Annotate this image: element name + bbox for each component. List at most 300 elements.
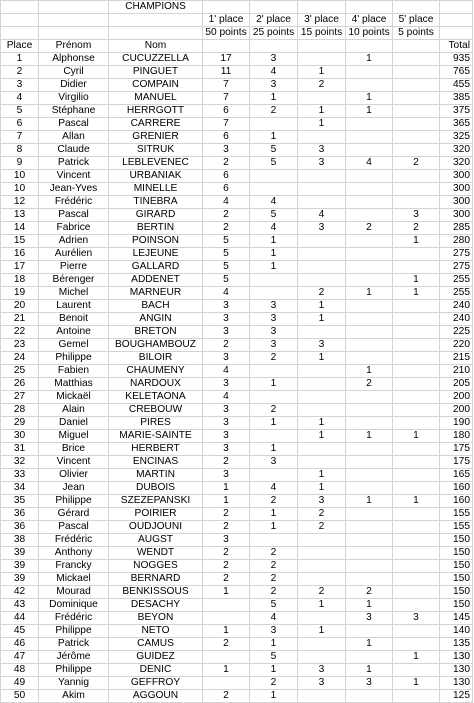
- cell-3rd: 1: [298, 66, 346, 79]
- cell-2nd: 5: [250, 651, 298, 664]
- cell-place: 47: [1, 651, 39, 664]
- cell-prenom: Virgilio: [39, 92, 109, 105]
- cell-4th: 1: [346, 430, 393, 443]
- cell-nom: KELETAONA: [109, 391, 203, 404]
- cell-4th: [346, 443, 393, 456]
- cell-total: 935: [440, 53, 473, 66]
- cell-nom: BENKISSOUS: [109, 586, 203, 599]
- cell-prenom: Aurélien: [39, 248, 109, 261]
- table-row: [1, 235, 473, 248]
- cell-4th: 1: [346, 365, 393, 378]
- table-row: [1, 209, 473, 222]
- cell-prenom: Philippe: [39, 664, 109, 677]
- cell-2nd: [250, 170, 298, 183]
- table-row: [1, 534, 473, 547]
- table-row: [1, 222, 473, 235]
- cell-2nd: 2: [250, 573, 298, 586]
- table-row: [1, 157, 473, 170]
- cell-prenom: Jérôme: [39, 651, 109, 664]
- cell-5th: [393, 664, 440, 677]
- cell-prenom: Olivier: [39, 469, 109, 482]
- cell-2nd: [250, 274, 298, 287]
- cell-2nd: 2: [250, 352, 298, 365]
- cell-3rd: 1: [298, 118, 346, 131]
- cell-total: 180: [440, 430, 473, 443]
- cell-1st: [203, 612, 250, 625]
- cell-4th: [346, 144, 393, 157]
- header-place-4: 4' place: [346, 14, 393, 27]
- cell-prenom: Gemel: [39, 339, 109, 352]
- title-row: [1, 1, 473, 14]
- cell-total: 150: [440, 599, 473, 612]
- cell-place: 13: [1, 209, 39, 222]
- cell-place: 25: [1, 365, 39, 378]
- table-row: [1, 287, 473, 300]
- table-row: [1, 300, 473, 313]
- cell-2nd: [250, 534, 298, 547]
- cell-3rd: [298, 235, 346, 248]
- cell-prenom: Stéphane: [39, 105, 109, 118]
- cell-prenom: Jean: [39, 482, 109, 495]
- cell-3rd: [298, 261, 346, 274]
- cell-nom: WENDT: [109, 547, 203, 560]
- cell-4th: 1: [346, 664, 393, 677]
- cell-nom: URBANIAK: [109, 170, 203, 183]
- cell-total: 205: [440, 378, 473, 391]
- header-place-2: 2' place: [250, 14, 298, 27]
- cell-2nd: 4: [250, 612, 298, 625]
- cell-2nd: 2: [250, 404, 298, 417]
- cell-4th: [346, 573, 393, 586]
- cell-prenom: Frédéric: [39, 612, 109, 625]
- cell-total: 375: [440, 105, 473, 118]
- cell-5th: [393, 118, 440, 131]
- cell-nom: MANUEL: [109, 92, 203, 105]
- cell-5th: [393, 79, 440, 92]
- cell-nom: NETO: [109, 625, 203, 638]
- cell-place: 12: [1, 196, 39, 209]
- cell-4th: [346, 248, 393, 261]
- cell-total: 135: [440, 638, 473, 651]
- table-row: [1, 274, 473, 287]
- cell-nom: LEBLEVENEC: [109, 157, 203, 170]
- cell-prenom: Patrick: [39, 638, 109, 651]
- cell-prenom: Cyril: [39, 66, 109, 79]
- cell-1st: 1: [203, 664, 250, 677]
- cell-place: 23: [1, 339, 39, 352]
- cell-nom: CAMUS: [109, 638, 203, 651]
- cell-prenom: Brice: [39, 443, 109, 456]
- cell-total: 200: [440, 404, 473, 417]
- cell-5th: 1: [393, 274, 440, 287]
- cell-4th: 1: [346, 53, 393, 66]
- cell-1st: 2: [203, 157, 250, 170]
- cell-4th: [346, 690, 393, 703]
- cell-nom: COMPAIN: [109, 79, 203, 92]
- cell-nom: AGGOUN: [109, 690, 203, 703]
- cell-1st: 2: [203, 508, 250, 521]
- cell-1st: 3: [203, 144, 250, 157]
- header-points-4: 10 points: [346, 27, 393, 40]
- cell-4th: 1: [346, 599, 393, 612]
- cell-5th: [393, 261, 440, 274]
- table-row: [1, 508, 473, 521]
- cell-1st: 6: [203, 170, 250, 183]
- cell-nom: CHAUMENY: [109, 365, 203, 378]
- cell-prenom: Vincent: [39, 456, 109, 469]
- column-header-prenom: Prénom: [39, 40, 109, 53]
- cell-place: 28: [1, 404, 39, 417]
- cell-total: 240: [440, 313, 473, 326]
- cell-5th: [393, 404, 440, 417]
- cell-3rd: 1: [298, 599, 346, 612]
- cell-prenom: Benoit: [39, 313, 109, 326]
- cell-4th: [346, 66, 393, 79]
- header-points-5: 5 points: [393, 27, 440, 40]
- cell-5th: [393, 170, 440, 183]
- cell-total: 155: [440, 508, 473, 521]
- cell-2nd: [250, 391, 298, 404]
- cell-5th: [393, 248, 440, 261]
- cell-1st: 3: [203, 300, 250, 313]
- table-row: [1, 92, 473, 105]
- cell-2nd: 1: [250, 378, 298, 391]
- cell-5th: [393, 547, 440, 560]
- cell-5th: [393, 417, 440, 430]
- cell-prenom: Vincent: [39, 170, 109, 183]
- cell-5th: [393, 456, 440, 469]
- table-row: [1, 365, 473, 378]
- cell-prenom: Dominique: [39, 599, 109, 612]
- cell-3rd: [298, 183, 346, 196]
- cell-place: 30: [1, 430, 39, 443]
- cell-5th: [393, 508, 440, 521]
- cell-4th: [346, 209, 393, 222]
- cell-prenom: Akim: [39, 690, 109, 703]
- cell-prenom: Gérard: [39, 508, 109, 521]
- cell-2nd: 2: [250, 586, 298, 599]
- cell-place: 26: [1, 378, 39, 391]
- cell-prenom: Bérenger: [39, 274, 109, 287]
- header-place-1: 1' place: [203, 14, 250, 27]
- table-row: [1, 352, 473, 365]
- cell-place: 2: [1, 66, 39, 79]
- cell-3rd: [298, 248, 346, 261]
- table-row: [1, 391, 473, 404]
- cell-4th: [346, 651, 393, 664]
- cell-place: 9: [1, 157, 39, 170]
- cell-3rd: 1: [298, 482, 346, 495]
- cell-5th: [393, 391, 440, 404]
- cell-2nd: 2: [250, 495, 298, 508]
- cell-3rd: [298, 92, 346, 105]
- cell-3rd: 3: [298, 222, 346, 235]
- cell-total: 300: [440, 183, 473, 196]
- cell-place: 50: [1, 690, 39, 703]
- cell-prenom: Mickael: [39, 573, 109, 586]
- cell-nom: AUGST: [109, 534, 203, 547]
- cell-place: 49: [1, 677, 39, 690]
- cell-2nd: [250, 469, 298, 482]
- cell-prenom: Yannig: [39, 677, 109, 690]
- cell-4th: 3: [346, 612, 393, 625]
- cell-prenom: Francky: [39, 560, 109, 573]
- cell-2nd: 4: [250, 66, 298, 79]
- cell-2nd: 5: [250, 599, 298, 612]
- cell-3rd: [298, 196, 346, 209]
- cell-place: 20: [1, 300, 39, 313]
- cell-place: 45: [1, 625, 39, 638]
- header-points-3: 15 points: [298, 27, 346, 40]
- cell-total: 155: [440, 521, 473, 534]
- cell-total: 200: [440, 391, 473, 404]
- cell-1st: 6: [203, 131, 250, 144]
- cell-2nd: 2: [250, 547, 298, 560]
- table-row: [1, 430, 473, 443]
- cell-3rd: 2: [298, 508, 346, 521]
- cell-total: 130: [440, 664, 473, 677]
- cell-1st: 2: [203, 339, 250, 352]
- cell-2nd: 1: [250, 248, 298, 261]
- cell-place: 15: [1, 235, 39, 248]
- cell-5th: 1: [393, 651, 440, 664]
- cell-5th: [393, 196, 440, 209]
- cell-3rd: [298, 612, 346, 625]
- sheet-title: CHAMPIONS: [109, 1, 203, 14]
- cell-nom: PINGUET: [109, 66, 203, 79]
- cell-3rd: [298, 651, 346, 664]
- cell-3rd: 1: [298, 300, 346, 313]
- cell-3rd: [298, 534, 346, 547]
- cell-place: 6: [1, 118, 39, 131]
- cell-3rd: 2: [298, 287, 346, 300]
- cell-prenom: Philippe: [39, 352, 109, 365]
- cell-total: 150: [440, 547, 473, 560]
- cell-total: 150: [440, 573, 473, 586]
- cell-total: 150: [440, 534, 473, 547]
- cell-prenom: Daniel: [39, 417, 109, 430]
- cell-4th: [346, 417, 393, 430]
- cell-nom: MARIE-SAINTE: [109, 430, 203, 443]
- cell-5th: [393, 625, 440, 638]
- cell-2nd: [250, 430, 298, 443]
- cell-4th: [346, 170, 393, 183]
- cell-prenom: Laurent: [39, 300, 109, 313]
- cell-2nd: 1: [250, 417, 298, 430]
- cell-prenom: Philippe: [39, 495, 109, 508]
- cell-1st: 3: [203, 417, 250, 430]
- cell-prenom: Antoine: [39, 326, 109, 339]
- cell-total: 300: [440, 170, 473, 183]
- cell-prenom: Matthias: [39, 378, 109, 391]
- cell-4th: 4: [346, 157, 393, 170]
- cell-3rd: [298, 391, 346, 404]
- cell-prenom: Adrien: [39, 235, 109, 248]
- cell-total: 225: [440, 326, 473, 339]
- cell-1st: 3: [203, 430, 250, 443]
- cell-total: 210: [440, 365, 473, 378]
- cell-3rd: 3: [298, 495, 346, 508]
- cell-nom: GRENIER: [109, 131, 203, 144]
- cell-2nd: [250, 287, 298, 300]
- cell-5th: [393, 313, 440, 326]
- cell-4th: [346, 534, 393, 547]
- cell-total: 255: [440, 274, 473, 287]
- column-header-nom: Nom: [109, 40, 203, 53]
- cell-total: 175: [440, 443, 473, 456]
- cell-total: 255: [440, 287, 473, 300]
- table-row: [1, 612, 473, 625]
- cell-4th: [346, 469, 393, 482]
- cell-5th: [393, 339, 440, 352]
- cell-nom: POINSON: [109, 235, 203, 248]
- cell-4th: [346, 196, 393, 209]
- cell-place: 18: [1, 274, 39, 287]
- cell-3rd: 2: [298, 521, 346, 534]
- cell-4th: 1: [346, 495, 393, 508]
- cell-2nd: 5: [250, 157, 298, 170]
- cell-2nd: 4: [250, 482, 298, 495]
- cell-place: 43: [1, 599, 39, 612]
- cell-1st: 2: [203, 560, 250, 573]
- cell-1st: 2: [203, 456, 250, 469]
- cell-3rd: [298, 690, 346, 703]
- cell-4th: [346, 313, 393, 326]
- cell-total: 320: [440, 157, 473, 170]
- cell-total: 365: [440, 118, 473, 131]
- table-row: [1, 66, 473, 79]
- cell-5th: [393, 378, 440, 391]
- cell-total: 455: [440, 79, 473, 92]
- cell-total: 240: [440, 300, 473, 313]
- cell-nom: GALLARD: [109, 261, 203, 274]
- cell-5th: [393, 560, 440, 573]
- table-row: [1, 677, 473, 690]
- cell-total: 275: [440, 261, 473, 274]
- cell-4th: [346, 118, 393, 131]
- cell-prenom: Fabrice: [39, 222, 109, 235]
- cell-total: 280: [440, 235, 473, 248]
- cell-1st: 5: [203, 261, 250, 274]
- cell-nom: TINEBRA: [109, 196, 203, 209]
- cell-4th: [346, 508, 393, 521]
- cell-place: 19: [1, 287, 39, 300]
- header-place-3: 3' place: [298, 14, 346, 27]
- cell-5th: [393, 365, 440, 378]
- cell-1st: 2: [203, 638, 250, 651]
- table-row: [1, 664, 473, 677]
- cell-4th: [346, 391, 393, 404]
- cell-1st: 3: [203, 326, 250, 339]
- cell-1st: 7: [203, 92, 250, 105]
- cell-total: 285: [440, 222, 473, 235]
- cell-5th: [393, 352, 440, 365]
- header-place-5: 5' place: [393, 14, 440, 27]
- cell-3rd: [298, 365, 346, 378]
- cell-3rd: [298, 404, 346, 417]
- cell-3rd: [298, 274, 346, 287]
- cell-1st: 2: [203, 547, 250, 560]
- cell-prenom: Pascal: [39, 118, 109, 131]
- table-row: [1, 183, 473, 196]
- cell-2nd: 3: [250, 300, 298, 313]
- cell-5th: 1: [393, 287, 440, 300]
- header-points-1: 50 points: [203, 27, 250, 40]
- cell-4th: 3: [346, 677, 393, 690]
- table-row: [1, 469, 473, 482]
- cell-prenom: Allan: [39, 131, 109, 144]
- cell-place: 46: [1, 638, 39, 651]
- column-header-total: Total: [440, 40, 473, 53]
- cell-5th: 2: [393, 157, 440, 170]
- cell-nom: BEYON: [109, 612, 203, 625]
- cell-2nd: 3: [250, 53, 298, 66]
- table-row: [1, 339, 473, 352]
- header-points-2: 25 points: [250, 27, 298, 40]
- cell-prenom: Philippe: [39, 625, 109, 638]
- cell-nom: GIRARD: [109, 209, 203, 222]
- cell-5th: [393, 638, 440, 651]
- cell-place: 35: [1, 495, 39, 508]
- cell-1st: 2: [203, 573, 250, 586]
- cell-place: 33: [1, 469, 39, 482]
- cell-place: 38: [1, 534, 39, 547]
- cell-prenom: Anthony: [39, 547, 109, 560]
- cell-3rd: 4: [298, 209, 346, 222]
- cell-3rd: [298, 573, 346, 586]
- cell-5th: [393, 131, 440, 144]
- cell-nom: BACH: [109, 300, 203, 313]
- cell-5th: [393, 144, 440, 157]
- cell-place: 36: [1, 521, 39, 534]
- table-row: [1, 690, 473, 703]
- cell-place: 32: [1, 456, 39, 469]
- cell-3rd: [298, 326, 346, 339]
- cell-5th: [393, 482, 440, 495]
- cell-3rd: 1: [298, 313, 346, 326]
- cell-place: 31: [1, 443, 39, 456]
- cell-2nd: 4: [250, 222, 298, 235]
- cell-2nd: 1: [250, 508, 298, 521]
- table-row: [1, 625, 473, 638]
- cell-place: 39: [1, 573, 39, 586]
- cell-total: 145: [440, 612, 473, 625]
- cell-4th: 1: [346, 105, 393, 118]
- cell-1st: 5: [203, 248, 250, 261]
- cell-place: 7: [1, 131, 39, 144]
- cell-place: 42: [1, 586, 39, 599]
- cell-1st: 3: [203, 352, 250, 365]
- cell-5th: 3: [393, 612, 440, 625]
- cell-place: 48: [1, 664, 39, 677]
- cell-4th: 1: [346, 92, 393, 105]
- cell-2nd: 1: [250, 92, 298, 105]
- cell-nom: BOUGHAMBOUZ: [109, 339, 203, 352]
- cell-2nd: 1: [250, 664, 298, 677]
- cell-place: 36: [1, 508, 39, 521]
- cell-nom: MINELLE: [109, 183, 203, 196]
- cell-5th: 1: [393, 235, 440, 248]
- cell-1st: 4: [203, 287, 250, 300]
- cell-place: 24: [1, 352, 39, 365]
- cell-3rd: 1: [298, 352, 346, 365]
- cell-5th: [393, 326, 440, 339]
- cell-prenom: Claude: [39, 144, 109, 157]
- cell-1st: 7: [203, 79, 250, 92]
- cell-1st: [203, 651, 250, 664]
- cell-5th: [393, 300, 440, 313]
- cell-prenom: Alphonse: [39, 53, 109, 66]
